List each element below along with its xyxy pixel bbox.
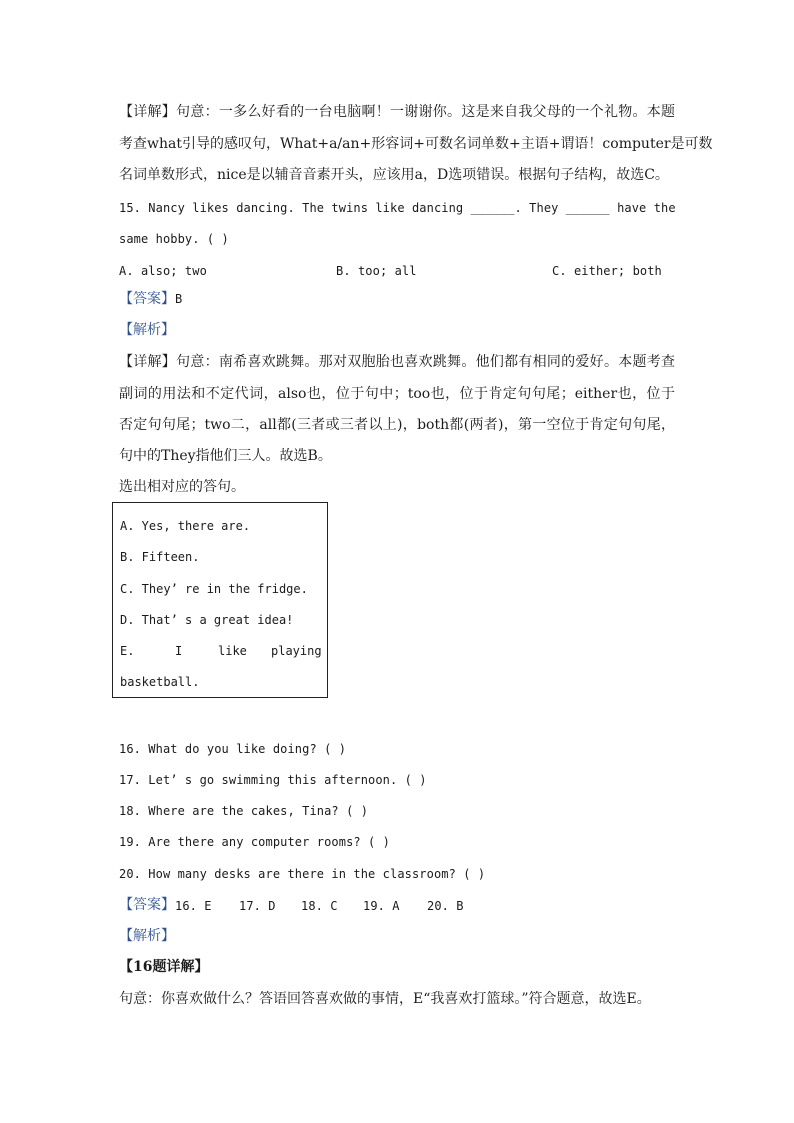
answer-16: 16. E (175, 899, 212, 913)
choice-e-letter: E. (120, 644, 135, 658)
q15-option-c: C. either; both (552, 264, 662, 278)
section-instruction: 选出相对应的答句。 (119, 479, 245, 495)
choice-a: A. Yes, there are. (120, 519, 251, 533)
answer-18: 18. C (301, 899, 338, 913)
question-17: 17. Let’ s go swimming this afternoon. ( ) (119, 773, 427, 787)
q15-detail-line-1: 【详解】句意：南希喜欢跳舞。那对双胞胎也喜欢跳舞。他们都有相同的爱好。本题考查 (119, 354, 675, 370)
choice-e-word-playing: playing (271, 644, 322, 658)
q15-stem-line-2: same hobby. ( ) (119, 232, 229, 246)
q15-option-b: B. too; all (336, 264, 417, 278)
question-16: 16. What do you like doing? ( ) (119, 742, 347, 756)
choice-e-word-i: I (175, 644, 183, 658)
question-18: 18. Where are the cakes, Tina? ( ) (119, 804, 369, 818)
answers-row (119, 895, 675, 915)
q15-options (119, 261, 675, 281)
q15-analysis-label: 【解析】 (119, 322, 175, 338)
analysis-label: 【解析】 (119, 928, 175, 944)
q15-option-a: A. also; two (119, 264, 207, 278)
q14-detail-line-2: 考查what引导的感叹句，What+a/an+形容词+可数名词单数+主语+谓语！computer是可数 (119, 136, 713, 152)
q14-detail-line-1: 【详解】句意：一多么好看的一台电脑啊！一谢谢你。这是来自我父母的一个礼物。本题 (119, 104, 675, 120)
q15-detail-line-4: 句中的They指他们三人。故选B。 (119, 448, 332, 464)
answer-19: 19. A (363, 899, 400, 913)
answer-17: 17. D (239, 899, 276, 913)
choice-d: D. That’ s a great idea! (120, 613, 294, 627)
choice-e-word-like: like (218, 644, 247, 658)
question-20: 20. How many desks are there in the classroom? ( ) (119, 867, 486, 881)
answer-label: 【答案】 (119, 291, 175, 307)
q14-detail-line-3: 名词单数形式，nice是以辅音音素开头，应该用a，D选项错误。根据句子结构，故选C。 (119, 167, 669, 183)
answer-20: 20. B (427, 899, 464, 913)
answer-value: B (175, 292, 183, 306)
choice-e-line-1 (120, 642, 320, 660)
q15-answer (119, 289, 675, 309)
q15-stem-line-1: 15. Nancy likes dancing. The twins like dancing ______. They ______ have the (119, 201, 676, 215)
choice-b: B. Fifteen. (120, 550, 200, 564)
choice-e-line-2: basketball. (120, 675, 200, 689)
q15-detail-line-3: 否定句句尾；two二，all都(三者或三者以上)，both都(两者)，第一空位于肯定句句尾， (119, 417, 675, 433)
choice-c: C. They’ re in the fridge. (120, 582, 308, 596)
q16-detail-text: 句意：你喜欢做什么？答语回答喜欢做的事情，E“我喜欢打篮球。”符合题意，故选E。 (119, 991, 651, 1007)
q16-detail-label: 【16题详解】 (119, 959, 209, 975)
q15-detail-line-2: 副词的用法和不定代词，also也，位于句中；too也，位于肯定句句尾；either也，位于 (119, 386, 675, 402)
question-19: 19. Are there any computer rooms? ( ) (119, 835, 391, 849)
choice-box (112, 502, 328, 698)
answers-label: 【答案】 (119, 897, 175, 913)
